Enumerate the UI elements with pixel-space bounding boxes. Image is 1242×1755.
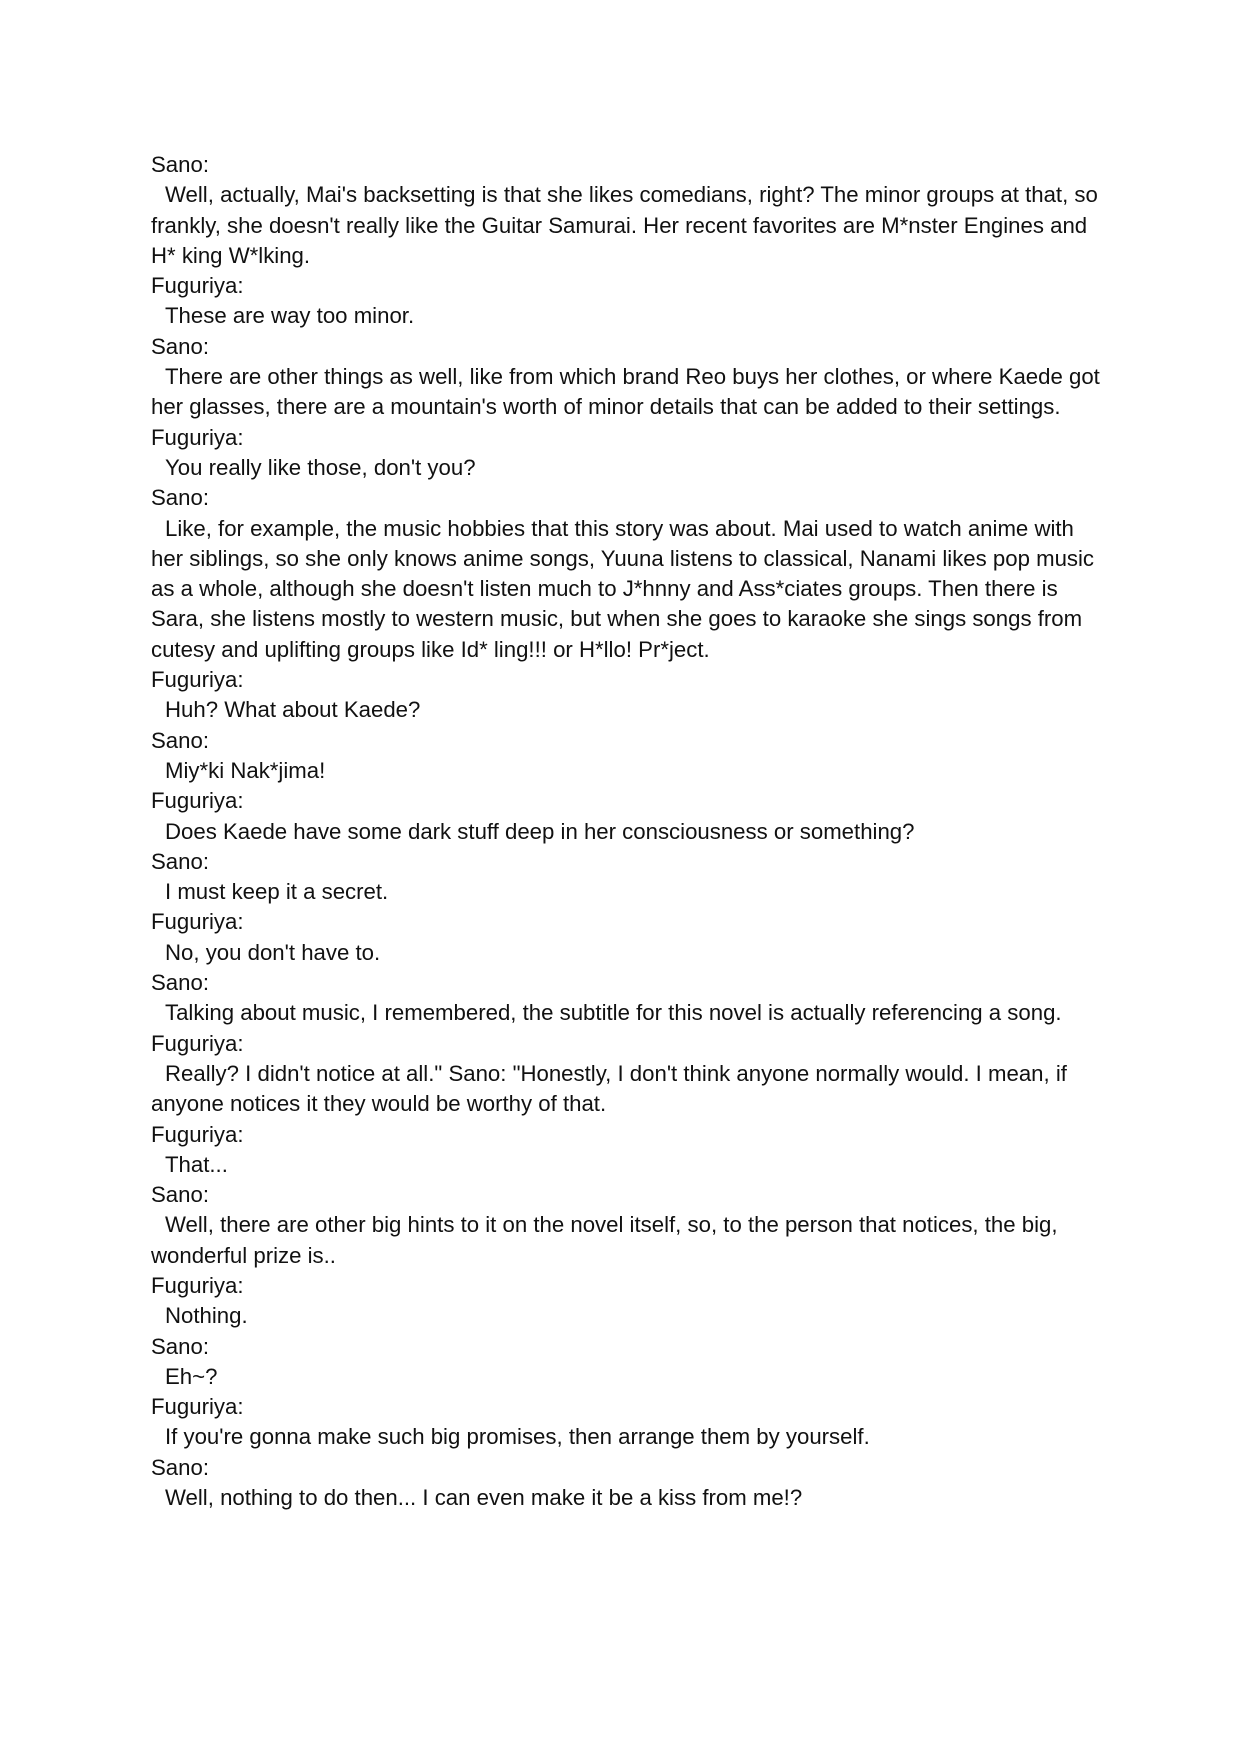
- speaker-name: Fuguriya:: [151, 1272, 244, 1298]
- dialogue-line: Well, nothing to do then... I can even make it be a kiss from me!?: [165, 1485, 803, 1511]
- dialogue-line: Eh~?: [165, 1363, 218, 1389]
- speaker-name: Sano:: [151, 1182, 209, 1208]
- speaker-name: Fuguriya:: [151, 788, 244, 814]
- dialogue-line: If you're gonna make such big promises, then arrange them by yourself.: [165, 1424, 870, 1450]
- dialogue-line: No, you don't have to.: [165, 939, 381, 965]
- dialogue-line: Huh? What about Kaede?: [165, 697, 421, 723]
- dialogue-entry: [151, 1029, 1101, 1120]
- speaker-name: Sano:: [151, 333, 209, 359]
- dialogue-entry: [151, 1332, 1101, 1393]
- dialogue-line: Well, actually, Mai's backsetting is that she likes comedians, right? The minor groups at that, so frankly, she doesn't really like the Guitar Samurai. Her recent favorites are M*nster Engines and H* king W*lking.: [151, 182, 1098, 268]
- dialogue-entry: [151, 271, 1101, 332]
- dialogue-line: I must keep it a secret.: [165, 879, 389, 905]
- speaker-name: Fuguriya:: [151, 909, 244, 935]
- dialogue-line: Really? I didn't notice at all." Sano: "Honestly, I don't think anyone normally would. I mean, if anyone notices it they would be worthy of that.: [151, 1060, 1067, 1117]
- speaker-name: Fuguriya:: [151, 424, 244, 450]
- dialogue-entry: [151, 483, 1101, 665]
- dialogue-entry: [151, 1120, 1101, 1181]
- dialogue-line: These are way too minor.: [165, 303, 415, 329]
- dialogue-transcript: [151, 150, 1101, 1513]
- dialogue-entry: [151, 150, 1101, 271]
- dialogue-line: Talking about music, I remembered, the subtitle for this novel is actually referencing a song.: [165, 1000, 1062, 1026]
- dialogue-entry: [151, 1392, 1101, 1453]
- dialogue-entry: [151, 1453, 1101, 1514]
- speaker-name: Sano:: [151, 152, 209, 177]
- speaker-name: Fuguriya:: [151, 667, 244, 693]
- dialogue-line: Does Kaede have some dark stuff deep in her consciousness or something?: [165, 818, 915, 844]
- dialogue-entry: [151, 907, 1101, 968]
- speaker-name: Fuguriya:: [151, 1394, 244, 1420]
- speaker-name: Sano:: [151, 970, 209, 996]
- dialogue-entry: [151, 968, 1101, 1029]
- dialogue-entry: [151, 786, 1101, 847]
- dialogue-line: You really like those, don't you?: [165, 454, 476, 480]
- dialogue-line: Miy*ki Nak*jima!: [165, 757, 326, 783]
- dialogue-entry: [151, 665, 1101, 726]
- dialogue-line: Nothing.: [165, 1303, 248, 1329]
- dialogue-entry: [151, 332, 1101, 423]
- dialogue-line: Well, there are other big hints to it on the novel itself, so, to the person that notices, the big, wonderful prize is..: [151, 1212, 1058, 1268]
- speaker-name: Fuguriya:: [151, 1030, 244, 1056]
- dialogue-entry: [151, 847, 1101, 908]
- speaker-name: Sano:: [151, 485, 209, 511]
- speaker-name: Fuguriya:: [151, 1121, 244, 1147]
- speaker-name: Sano:: [151, 1454, 209, 1480]
- speaker-name: Sano:: [151, 1333, 209, 1359]
- dialogue-entry: [151, 726, 1101, 787]
- dialogue-line: That...: [165, 1151, 228, 1177]
- dialogue-entry: [151, 1180, 1101, 1271]
- dialogue-line: There are other things as well, like from which brand Reo buys her clothes, or where Kaede got her glasses, there are a mountain's worth of minor details that can be added to their settings.: [151, 364, 1100, 420]
- dialogue-entry: [151, 1271, 1101, 1332]
- speaker-name: Sano:: [151, 727, 209, 753]
- dialogue-entry: [151, 423, 1101, 484]
- dialogue-line: Like, for example, the music hobbies that this story was about. Mai used to watch anime with her siblings, so she only knows anime songs, Yuuna listens to classical, Nanami likes pop music as a whole, although she doesn't listen much to J*hnny and Ass*ciates groups. Then there is Sara, she listens mostly to western music, but when she goes to karaoke she sings songs from cutesy and uplifting groups like Id* ling!!! or H*llo! Pr*ject.: [151, 515, 1095, 662]
- speaker-name: Fuguriya:: [151, 273, 244, 299]
- speaker-name: Sano:: [151, 848, 209, 874]
